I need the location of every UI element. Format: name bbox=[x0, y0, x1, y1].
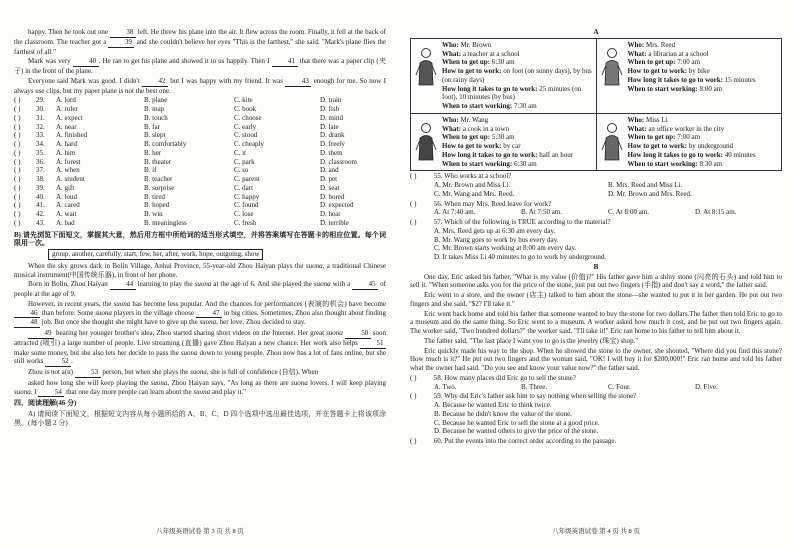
person-how-long: How long it takes to go to work: 15 minutes bbox=[627, 75, 756, 84]
person-card bbox=[413, 116, 594, 169]
answer-paren[interactable]: ( ) bbox=[14, 201, 21, 210]
option-c: C. kite bbox=[234, 96, 253, 105]
person-who: Who: Miss Li bbox=[627, 115, 668, 124]
question bbox=[410, 392, 782, 436]
option-a: A. loud bbox=[56, 192, 77, 201]
answer-paren[interactable]: ( ) bbox=[410, 199, 417, 208]
question-options bbox=[410, 208, 782, 217]
word-box: group, another, carefully, start, few, her, after, work, hope, outgoing, show bbox=[48, 249, 263, 260]
answer-paren[interactable]: ( ) bbox=[14, 157, 21, 166]
question-stem: ( ) 60. Put the events into the correct order according to the passage. bbox=[410, 437, 617, 445]
question-number: 35. bbox=[36, 148, 45, 157]
person-get-up: When to get up: 5:30 am bbox=[442, 133, 515, 142]
option-d: D. late bbox=[320, 122, 339, 131]
option-a: A. expect bbox=[56, 113, 83, 122]
person-info bbox=[628, 116, 756, 169]
person-card bbox=[413, 41, 594, 111]
person-info bbox=[442, 116, 573, 169]
option: C. Because he wanted Eric to sell the stone at a good price. bbox=[434, 418, 600, 427]
option-c: C. early bbox=[234, 122, 257, 131]
question-number: 38. bbox=[36, 175, 45, 183]
option-d: D. expected bbox=[320, 201, 354, 210]
person-get-up: When to get up: 7:00 am bbox=[627, 58, 701, 67]
option-row bbox=[14, 210, 386, 219]
cloze-paragraph: Everyone said Mark was good. I didn't 42 but I was happy with my friend. It was 43 enough for me. So now I always use clips, but my paper plane is not the best one. bbox=[14, 76, 386, 95]
cloze-paragraph: happy. Then he took out one 38 left. He threw his plane into the air. It flew across the room. Finally, it fell at the back of the classroom. The teacher got a 39 and she couldn't believe her eyes "This is the farthest," she said. "Mark's plane flies the farthest of all." bbox=[14, 28, 386, 56]
option-d: D. drank bbox=[320, 131, 345, 140]
italic-word: suona bbox=[180, 348, 198, 357]
option-row bbox=[14, 219, 386, 228]
answer-paren[interactable]: ( ) bbox=[410, 218, 417, 226]
answer-paren[interactable]: ( ) bbox=[14, 131, 21, 140]
option-row bbox=[14, 158, 386, 167]
option-b: B. if bbox=[144, 166, 157, 175]
question bbox=[410, 172, 782, 198]
question-stem: ( ) 58. How many places did Eric go to sell the stone? bbox=[410, 373, 576, 382]
option: B. Mr. Wang goes to work by bus every day. bbox=[434, 235, 559, 244]
answer-paren[interactable]: ( ) bbox=[410, 172, 417, 181]
question-stem: ( ) 59. Why did Eric's father ask him to say nothing when selling the stone? bbox=[410, 392, 637, 401]
left-page bbox=[14, 28, 386, 536]
answer-paren[interactable]: ( ) bbox=[410, 392, 417, 401]
suona-paragraph: asked how long she will keep playing the suona, Zhou Haiyan says, "As long as there are suona lovers. I will keep playing suona. I 54 that one day more people can learn about the suona and play it." bbox=[14, 378, 386, 396]
right-page bbox=[410, 28, 782, 536]
italic-word: suona bbox=[113, 299, 131, 308]
person-how: How to get to work: by car bbox=[442, 142, 521, 150]
person-card bbox=[599, 41, 780, 94]
option-row bbox=[14, 166, 386, 175]
person-what: What: an office worker in the city bbox=[627, 124, 725, 133]
eric-paragraph: Eric went to a store, and the owner (店主) talked to him about the stone—she wanted to put it in her garden. He put out two fingers and she said, "$2? I'll take it." bbox=[410, 291, 782, 308]
option-d: D. mind bbox=[320, 113, 343, 122]
option-c: C. it bbox=[234, 148, 247, 157]
option-c: C. parent bbox=[234, 175, 260, 183]
option: A. Mr. Brown and Miss Li. bbox=[434, 181, 511, 189]
option-c: C. so bbox=[234, 166, 249, 175]
answer-blank[interactable]: 51 bbox=[360, 339, 386, 349]
option-row bbox=[14, 96, 386, 105]
option-a: A. when bbox=[56, 166, 80, 175]
people-table bbox=[410, 38, 782, 172]
option-d: D. classroom bbox=[320, 157, 357, 166]
answer-paren[interactable]: ( ) bbox=[14, 218, 21, 227]
person-who: Who: Mr. Wang bbox=[442, 115, 489, 124]
suona-paragraph: When the sky grows dark in Bolin Village, Anhui Province, 55-year-old Zhou Haiyan plays the suona, a traditional Chinese musical instrument(中国传统乐器), in front of her phone. bbox=[14, 261, 386, 279]
question-number: 34. bbox=[36, 140, 45, 148]
italic-word: suona bbox=[190, 368, 207, 376]
eric-paragraph: The father said, "The last place I want you to go is the jewelry (珠宝) shop." bbox=[424, 336, 639, 345]
answer-blank[interactable]: 45 bbox=[352, 280, 378, 290]
option-a: A. bad bbox=[56, 218, 75, 227]
option-row bbox=[14, 105, 386, 114]
option: D. Because he wanted others to give the price of the stone. bbox=[434, 427, 599, 436]
eric-paragraph: Eric went back home and told his father that someone wanted to buy the stone for two dollars.The father then told Eric to go to a museum and do the same thing. So Eric went to a museum. A worker asked how much it cost, and he put out two fingers again. The worker said, "Two hundred dollars?" the worker said. "I'll take it!" Eric ran home to his father to tell him about it. bbox=[410, 309, 782, 335]
question bbox=[410, 437, 782, 446]
answer-paren[interactable]: ( ) bbox=[410, 373, 417, 382]
option-c: C. park bbox=[234, 157, 255, 166]
person-start: When to start working: 8:00 am bbox=[627, 84, 723, 93]
option-a: A. finished bbox=[56, 131, 88, 140]
option: C. Mr. Brown starts working at 8:00 am every day. bbox=[434, 244, 577, 253]
person-who: Who: Mr. Brown bbox=[442, 40, 492, 49]
option: A. Because he wanted Eric to think twice. bbox=[434, 401, 552, 409]
option: B. Mrs. Reed and Miss Li. bbox=[608, 181, 683, 189]
option: A. Mrs. Reed gets up at 6:30 am every day. bbox=[434, 226, 556, 235]
answer-blank[interactable]: 42 bbox=[142, 77, 168, 87]
option: D. It takes Miss Li 40 minutes to go to work by underground. bbox=[434, 253, 607, 261]
answer-paren[interactable]: ( ) bbox=[14, 148, 21, 157]
suona-paragraph: Born in Bolin, Zhou Haiyan 44 learning to play the suona at the age of 6. And she played the suona with a 45 of people at the age of 9. bbox=[14, 280, 386, 298]
cook-figure-icon bbox=[413, 116, 439, 169]
option-b: B. meaningless bbox=[144, 218, 187, 227]
option-c: C. lose bbox=[234, 210, 254, 218]
question-number: 40. bbox=[36, 192, 45, 201]
question bbox=[410, 374, 782, 392]
option-a: A. gift bbox=[56, 183, 75, 192]
option-b: B. her bbox=[144, 148, 162, 157]
person-what: What: a cook in a town bbox=[442, 124, 510, 133]
option-a: A. wait bbox=[56, 210, 77, 218]
person-what: What: a librarian at a school bbox=[627, 49, 709, 58]
option-d: D. train bbox=[320, 96, 342, 105]
questions-b bbox=[410, 374, 782, 446]
question-stem: ( ) 57. Which of the following is TRUE according to the material? bbox=[410, 218, 611, 226]
person-who: Who: Mrs. Reed bbox=[627, 40, 676, 49]
suona-paragraph: However, in recent years, the suona has become less popular. And the chances for performances (表演的机会) have become 46 than before. Some suona players in the village choose 47 in big cities. Sometimes, Zhou also thought about finding 48 job. But once she thought she might have to give up the suona, her love, Zhou decided to stay. bbox=[14, 300, 386, 328]
office-worker-figure-icon bbox=[599, 116, 625, 169]
option-row bbox=[14, 201, 386, 210]
italic-word: suona bbox=[199, 318, 217, 327]
option-b: B. touch bbox=[144, 113, 168, 122]
option-a: A. student bbox=[56, 175, 85, 183]
teacher-figure-icon bbox=[413, 41, 439, 111]
question-options bbox=[410, 383, 782, 392]
person-how: How to get to work: by bike bbox=[627, 67, 710, 75]
option-d: D. hear bbox=[320, 210, 341, 218]
option-c: C. dart bbox=[234, 183, 254, 192]
option: D. Five. bbox=[695, 382, 718, 391]
answer-paren[interactable]: ( ) bbox=[410, 437, 417, 445]
answer-blank[interactable]: 49 bbox=[28, 329, 54, 339]
person-card bbox=[599, 116, 780, 169]
answer-paren[interactable]: ( ) bbox=[14, 210, 21, 218]
question-number: 29. bbox=[36, 96, 45, 105]
person-how: How to get to work: by underground bbox=[627, 142, 734, 150]
eric-paragraph: One day, Eric asked his father, "What is my value (价值)?" His father gave him a shiny stone (闪亮的石头) and told him to sell it. "When someone asks you for the price of the stone, just put out two fingers (手指) and don't say a word," the father said. bbox=[410, 272, 782, 290]
cloze-paragraph: Mark was very 40 . He ran to get his plane and showed it to us happily. Then I 41 that there was a paper clip (夹子) in the front of the plane. bbox=[14, 57, 386, 75]
answer-blank[interactable]: 54 bbox=[38, 388, 64, 398]
question-number: 33. bbox=[36, 131, 45, 140]
person-how-long: How long it takes to go to work: 25 minutes (on foot), 10 minutes (by bus) bbox=[442, 84, 582, 102]
answer-blank[interactable]: 47 bbox=[196, 309, 222, 319]
answer-blank[interactable]: 41 bbox=[272, 57, 298, 67]
question-number: 36. bbox=[36, 157, 45, 166]
person-info bbox=[442, 41, 594, 111]
person-start: When to start working: 7:30 am bbox=[442, 102, 537, 110]
eric-paragraph: Eric quickly made his way to the shop. When he showed the stone to the owner, she shouted, "Where did you find this stone? How much is it?" He put out two fingers and the woman said, "OK! I will buy it for $200,000!" Eric ran home and told his father what the owner had said. "Do you see and know your value now?" the father said. bbox=[410, 346, 782, 372]
answer-paren[interactable]: ( ) bbox=[14, 122, 21, 131]
section-four-title: 四、阅读理解(46 分) bbox=[14, 399, 77, 408]
option-b: B. comfortably bbox=[144, 140, 187, 148]
option-a: A. him bbox=[56, 148, 76, 157]
answer-blank[interactable]: 48 bbox=[14, 318, 40, 328]
question bbox=[410, 200, 782, 218]
option-b: B. teacher bbox=[144, 175, 173, 183]
option: A. At 7:40 am. bbox=[434, 208, 476, 217]
option-c: C. choose bbox=[234, 113, 262, 122]
option-a: A. near bbox=[56, 122, 77, 131]
option-row bbox=[14, 114, 386, 123]
left-page-footer: 八年级英语试卷 第 3 页 共 8 页 bbox=[156, 527, 244, 535]
question-stem: ( ) 55. Who works at a school? bbox=[410, 172, 512, 181]
option-a: A. ruler bbox=[56, 105, 78, 113]
option-c: C. found bbox=[234, 201, 259, 210]
answer-paren[interactable]: ( ) bbox=[14, 96, 21, 105]
option-a: A. hard bbox=[56, 140, 77, 148]
question-stem: ( ) 56. When may Mrs. Reed leave for work? bbox=[410, 199, 552, 208]
option-d: D. pet bbox=[320, 175, 338, 183]
option-a: A. forest bbox=[56, 157, 81, 166]
person-how-long: How long it takes to go to work: half an hour bbox=[442, 150, 574, 159]
question-number: 30. bbox=[36, 105, 45, 113]
questions-a bbox=[410, 172, 782, 262]
option-d: D. them bbox=[320, 148, 343, 157]
answer-paren[interactable]: ( ) bbox=[14, 105, 21, 113]
question-options bbox=[410, 227, 782, 262]
option-d: D. terrible bbox=[320, 218, 349, 227]
answer-paren[interactable]: ( ) bbox=[14, 183, 21, 192]
answer-blank[interactable]: 40 bbox=[73, 57, 99, 67]
option-c: C. stood bbox=[234, 131, 258, 140]
suona-paragraph: 49 hearing her younger brother's idea, Zhou started sharing short videos on the Internet. Her great suona 50 soon attracted (吸引) a large number of people. Live streaming (直播) gave Zhou Haiyan a new chance. Her work also helps 51 make some money, but she also lets her decide to pass the suona down to young people. Zhou now has a lot of fans online, but she still works 52 . bbox=[14, 329, 386, 366]
person-get-up: When to get up: 6:30 am bbox=[442, 58, 515, 67]
eric-passage bbox=[410, 273, 782, 373]
right-page-footer: 八年级英语试卷 第 4 页 共 8 页 bbox=[552, 527, 640, 535]
answer-paren[interactable]: ( ) bbox=[14, 140, 21, 148]
option-row bbox=[14, 175, 386, 184]
option-a: A. lord bbox=[56, 96, 76, 105]
person-how-long: How long it takes to go to work: 40 minutes bbox=[627, 150, 756, 159]
section-b-instructions: B) 请先浏览下面短文，掌握其大意，然后用方框中所给词的适当形式填空，并将答案填写在答题卡的相应位置。每个词限用一次。 bbox=[14, 230, 386, 248]
suona-paragraph: Zhou is not a(n) 53 person, but when she plays the suona, she is full of confidence (自信). When bbox=[28, 368, 319, 376]
cloze-options-list bbox=[14, 96, 386, 227]
person-info bbox=[628, 41, 756, 94]
option: C. Four. bbox=[608, 382, 631, 391]
option-a: A. cared bbox=[56, 201, 80, 210]
italic-word: suona bbox=[14, 387, 31, 396]
question-number: 31. bbox=[36, 113, 45, 122]
italic-word: suona bbox=[290, 378, 308, 387]
option-row bbox=[14, 193, 386, 202]
option-d: D. and bbox=[320, 166, 339, 175]
option: B. At 7:50 am. bbox=[521, 208, 563, 217]
question-options bbox=[410, 401, 782, 436]
question-number: 32. bbox=[36, 122, 45, 131]
question-number: 39. bbox=[36, 183, 45, 192]
italic-word: suona bbox=[193, 387, 211, 396]
italic-word: suona bbox=[150, 378, 168, 387]
italic-word: suona bbox=[305, 261, 323, 270]
option-b: B. win bbox=[144, 210, 163, 218]
option-row bbox=[14, 123, 386, 132]
person-what: What: a teacher at a school bbox=[442, 49, 520, 58]
librarian-figure-icon bbox=[599, 41, 625, 94]
answer-paren[interactable]: ( ) bbox=[14, 192, 21, 201]
option: C. Mr. Wang and Mrs. Reed. bbox=[434, 189, 515, 198]
person-start: When to start working: 6:30 am bbox=[442, 159, 537, 168]
italic-word: suona bbox=[313, 280, 331, 289]
option-d: D. fish bbox=[320, 105, 340, 113]
option: D. At 8:15 am. bbox=[695, 208, 737, 217]
option-b: B. far bbox=[144, 122, 160, 131]
answer-paren[interactable]: ( ) bbox=[14, 166, 21, 175]
answer-paren[interactable]: ( ) bbox=[14, 175, 21, 183]
answer-blank[interactable]: 50 bbox=[345, 329, 371, 339]
section-a-label: A bbox=[593, 28, 599, 36]
option-d: D. bored bbox=[320, 192, 345, 201]
option: B. Because he didn't know the value of the stone. bbox=[434, 409, 572, 418]
answer-blank[interactable]: 53 bbox=[75, 368, 101, 378]
answer-blank[interactable]: 39 bbox=[108, 38, 134, 48]
option-b: B. surprise bbox=[144, 183, 175, 192]
answer-blank[interactable]: 46 bbox=[14, 309, 40, 319]
option-b: B. map bbox=[144, 105, 165, 113]
section-four-instructions: A) 请阅读下面短文，根据短文内容从每小题所给的 A、B、C、D 四个选项中选出最佳选项，并在答题卡上将该项涂黑。(每小题 2 分) bbox=[14, 410, 386, 427]
option-c: C. fresh bbox=[234, 218, 257, 227]
option-b: B. hoped bbox=[144, 201, 170, 210]
option-row bbox=[14, 140, 386, 149]
person-start: When to start working: 8:30 am bbox=[627, 159, 723, 168]
option-b: B. theater bbox=[144, 157, 172, 166]
option-b: B. slept bbox=[144, 131, 166, 140]
option-b: B. tired bbox=[144, 192, 165, 201]
option-d: D. freely bbox=[320, 140, 345, 148]
suona-passage bbox=[14, 262, 386, 398]
question-number: 41. bbox=[36, 201, 45, 210]
option-d: D. seat bbox=[320, 183, 340, 192]
person-how: How to get to work: on foot (on sunny days), by bus (on rainy days) bbox=[442, 67, 592, 84]
answer-blank[interactable]: 43 bbox=[285, 77, 311, 87]
option-c: C. book bbox=[234, 105, 257, 113]
option-row bbox=[14, 184, 386, 193]
person-get-up: When to get up: 7:00 am bbox=[627, 133, 701, 142]
answer-blank[interactable]: 38 bbox=[110, 28, 136, 38]
question-number: 42. bbox=[36, 210, 45, 218]
option-c: C. cheaply bbox=[234, 140, 264, 148]
option: C. At 8:00 am. bbox=[608, 208, 650, 217]
question-options bbox=[410, 181, 782, 199]
option-b: B. plane bbox=[144, 96, 168, 105]
cloze-passage bbox=[14, 28, 386, 95]
question bbox=[410, 218, 782, 262]
question-number: 43. bbox=[36, 218, 45, 227]
answer-blank[interactable]: 44 bbox=[110, 280, 136, 290]
italic-word: suona bbox=[326, 329, 343, 337]
option: A. Two. bbox=[434, 382, 457, 391]
option-c: C. happy bbox=[234, 192, 260, 201]
answer-paren[interactable]: ( ) bbox=[14, 113, 21, 122]
option-row bbox=[14, 131, 386, 140]
question-number: 37. bbox=[36, 166, 45, 175]
option: B. Three. bbox=[521, 382, 548, 391]
section-b-label: B bbox=[593, 262, 599, 271]
option: D. Mr. Brown and Mrs. Reed. bbox=[608, 189, 692, 198]
italic-word: suona bbox=[194, 280, 212, 289]
option-row bbox=[14, 149, 386, 158]
answer-blank[interactable]: 52 bbox=[45, 357, 71, 367]
italic-word: suona bbox=[95, 308, 112, 317]
